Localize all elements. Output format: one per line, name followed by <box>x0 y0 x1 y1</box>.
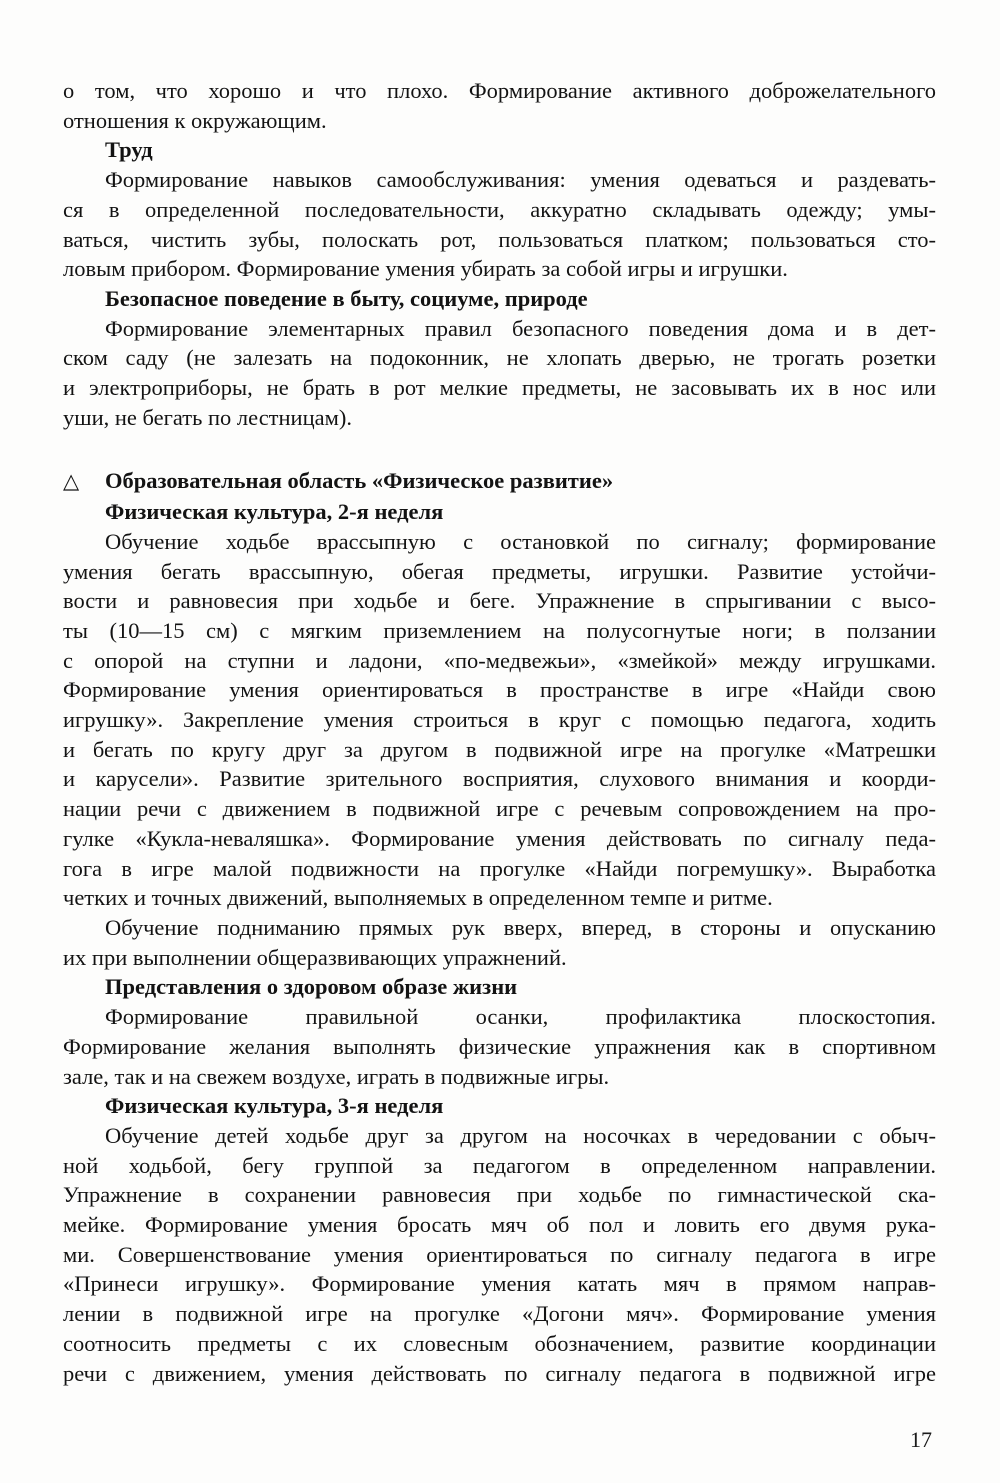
text-line: Формирование правильной осанки, профилактика плоскостопия. <box>105 1004 936 1030</box>
text-column <box>63 76 936 1388</box>
text-line: и электроприборы, не брать в рот мелкие предметы, не засовывать их в нос или <box>63 375 936 401</box>
text-line: игрушку». Закрепление умения строиться в круг с помощью педагога, ходить <box>63 707 936 733</box>
text-line: ся в определенной последовательности, аккуратно складывать одежду; умы- <box>63 196 936 222</box>
text-line: зале, так и на свежем воздухе, играть в подвижные игры. <box>63 1063 610 1089</box>
text-line: мейке. Формирование умения бросать мяч об пол и ловить его двумя рука- <box>63 1212 936 1238</box>
text-line: речи с движением, умения действовать по сигналу педагога в подвижной игре <box>63 1360 936 1386</box>
text-line: Упражнение в сохранении равновесия при ходьбе по гимнастической ска- <box>63 1182 936 1208</box>
text-line: уши, не бегать по лестницам). <box>63 404 352 430</box>
text-line: и карусели». Развитие зрительного восприятия, слухового внимания и коорди- <box>63 766 936 792</box>
text-line: с опорой на ступни и ладони, «по-медвежьи», «змейкой» между игрушками. <box>63 647 936 673</box>
text-line: вости и равновесия при ходьбе и беге. Упражнение в спрыгивании с высо- <box>63 588 936 614</box>
text-line: соотносить предметы с их словесным обозначением, развитие координации <box>63 1330 936 1356</box>
text-line: Обучение подниманию прямых рук вверх, вперед, в стороны и опусканию <box>105 914 936 940</box>
text-line: отношения к окружающим. <box>63 107 327 133</box>
text-line: ском саду (не залезать на подоконник, не хлопать дверью, не трогать розетки <box>63 345 936 371</box>
text-line: Формирование желания выполнять физические упражнения как в спортивном <box>63 1033 936 1059</box>
text-line: гога в игре малой подвижности на прогулке «Найди погремушку». Выработка <box>63 855 936 881</box>
text-line: ваться, чистить зубы, полоскать рот, пользоваться платком; пользоваться сто- <box>63 226 936 252</box>
text-line: лении в подвижной игре на прогулке «Догони мяч». Формирование умения <box>63 1301 936 1327</box>
paragraph-heading: Представления о здоровом образе жизни <box>105 974 518 1000</box>
text-line: четких и точных движений, выполняемых в определенном темпе и ритме. <box>63 885 773 911</box>
page-number: 17 <box>910 1427 932 1452</box>
text-line: ной ходьбой, бегу группой за педагогом в определенном направлении. <box>63 1152 936 1178</box>
text-line: гулке «Кукла-неваляшка». Формирование умения действовать по сигналу педа- <box>63 825 936 851</box>
section-title: Образовательная область «Физическое развитие» <box>105 468 614 494</box>
text-line: Обучение ходьбе врассыпную с остановкой по сигналу; формирование <box>105 528 936 554</box>
paragraph-heading: Физическая культура, 2-я неделя <box>105 499 444 525</box>
text-line: ловым прибором. Формирование умения убирать за собой игры и игрушки. <box>63 256 788 282</box>
text-line: Обучение детей ходьбе друг за другом на носочках в чередовании с обыч- <box>105 1122 936 1148</box>
section-heading <box>63 466 936 497</box>
triangle-bullet-icon: △ <box>63 469 80 494</box>
text-line: о том, что хорошо и что плохо. Формирование активного доброжелательного <box>63 78 936 103</box>
text-line: Формирование навыков самообслуживания: умения одеваться и раздевать- <box>105 167 936 193</box>
text-line: нации речи с движением в подвижной игре с речевым сопровождением на про- <box>63 796 936 822</box>
paragraph-heading: Безопасное поведение в быту, социуме, природе <box>105 285 588 311</box>
text-line: «Принеси игрушку». Формирование умения катать мяч в прямом направ- <box>63 1271 936 1297</box>
text-line: Формирование элементарных правил безопасного поведения дома и в дет- <box>105 315 936 341</box>
paragraph-heading: Физическая культура, 3-я неделя <box>105 1093 444 1119</box>
paragraph-heading: Труд <box>105 137 153 163</box>
text-line: ми. Совершенствование умения ориентироваться по сигналу педагога в игре <box>63 1241 936 1267</box>
text-line: и бегать по кругу друг за другом в подвижной игре на прогулке «Матрешки <box>63 736 936 762</box>
text-line: умения бегать врассыпную, обегая предметы, игрушки. Развитие устойчи- <box>63 558 936 584</box>
text-line: Формирование умения ориентироваться в пространстве в игре «Найди свою <box>63 677 936 703</box>
text-line: их при выполнении общеразвивающих упражнений. <box>63 944 567 970</box>
text-line: ты (10—15 см) с мягким приземлением на полусогнутые ноги; в ползании <box>63 617 936 643</box>
